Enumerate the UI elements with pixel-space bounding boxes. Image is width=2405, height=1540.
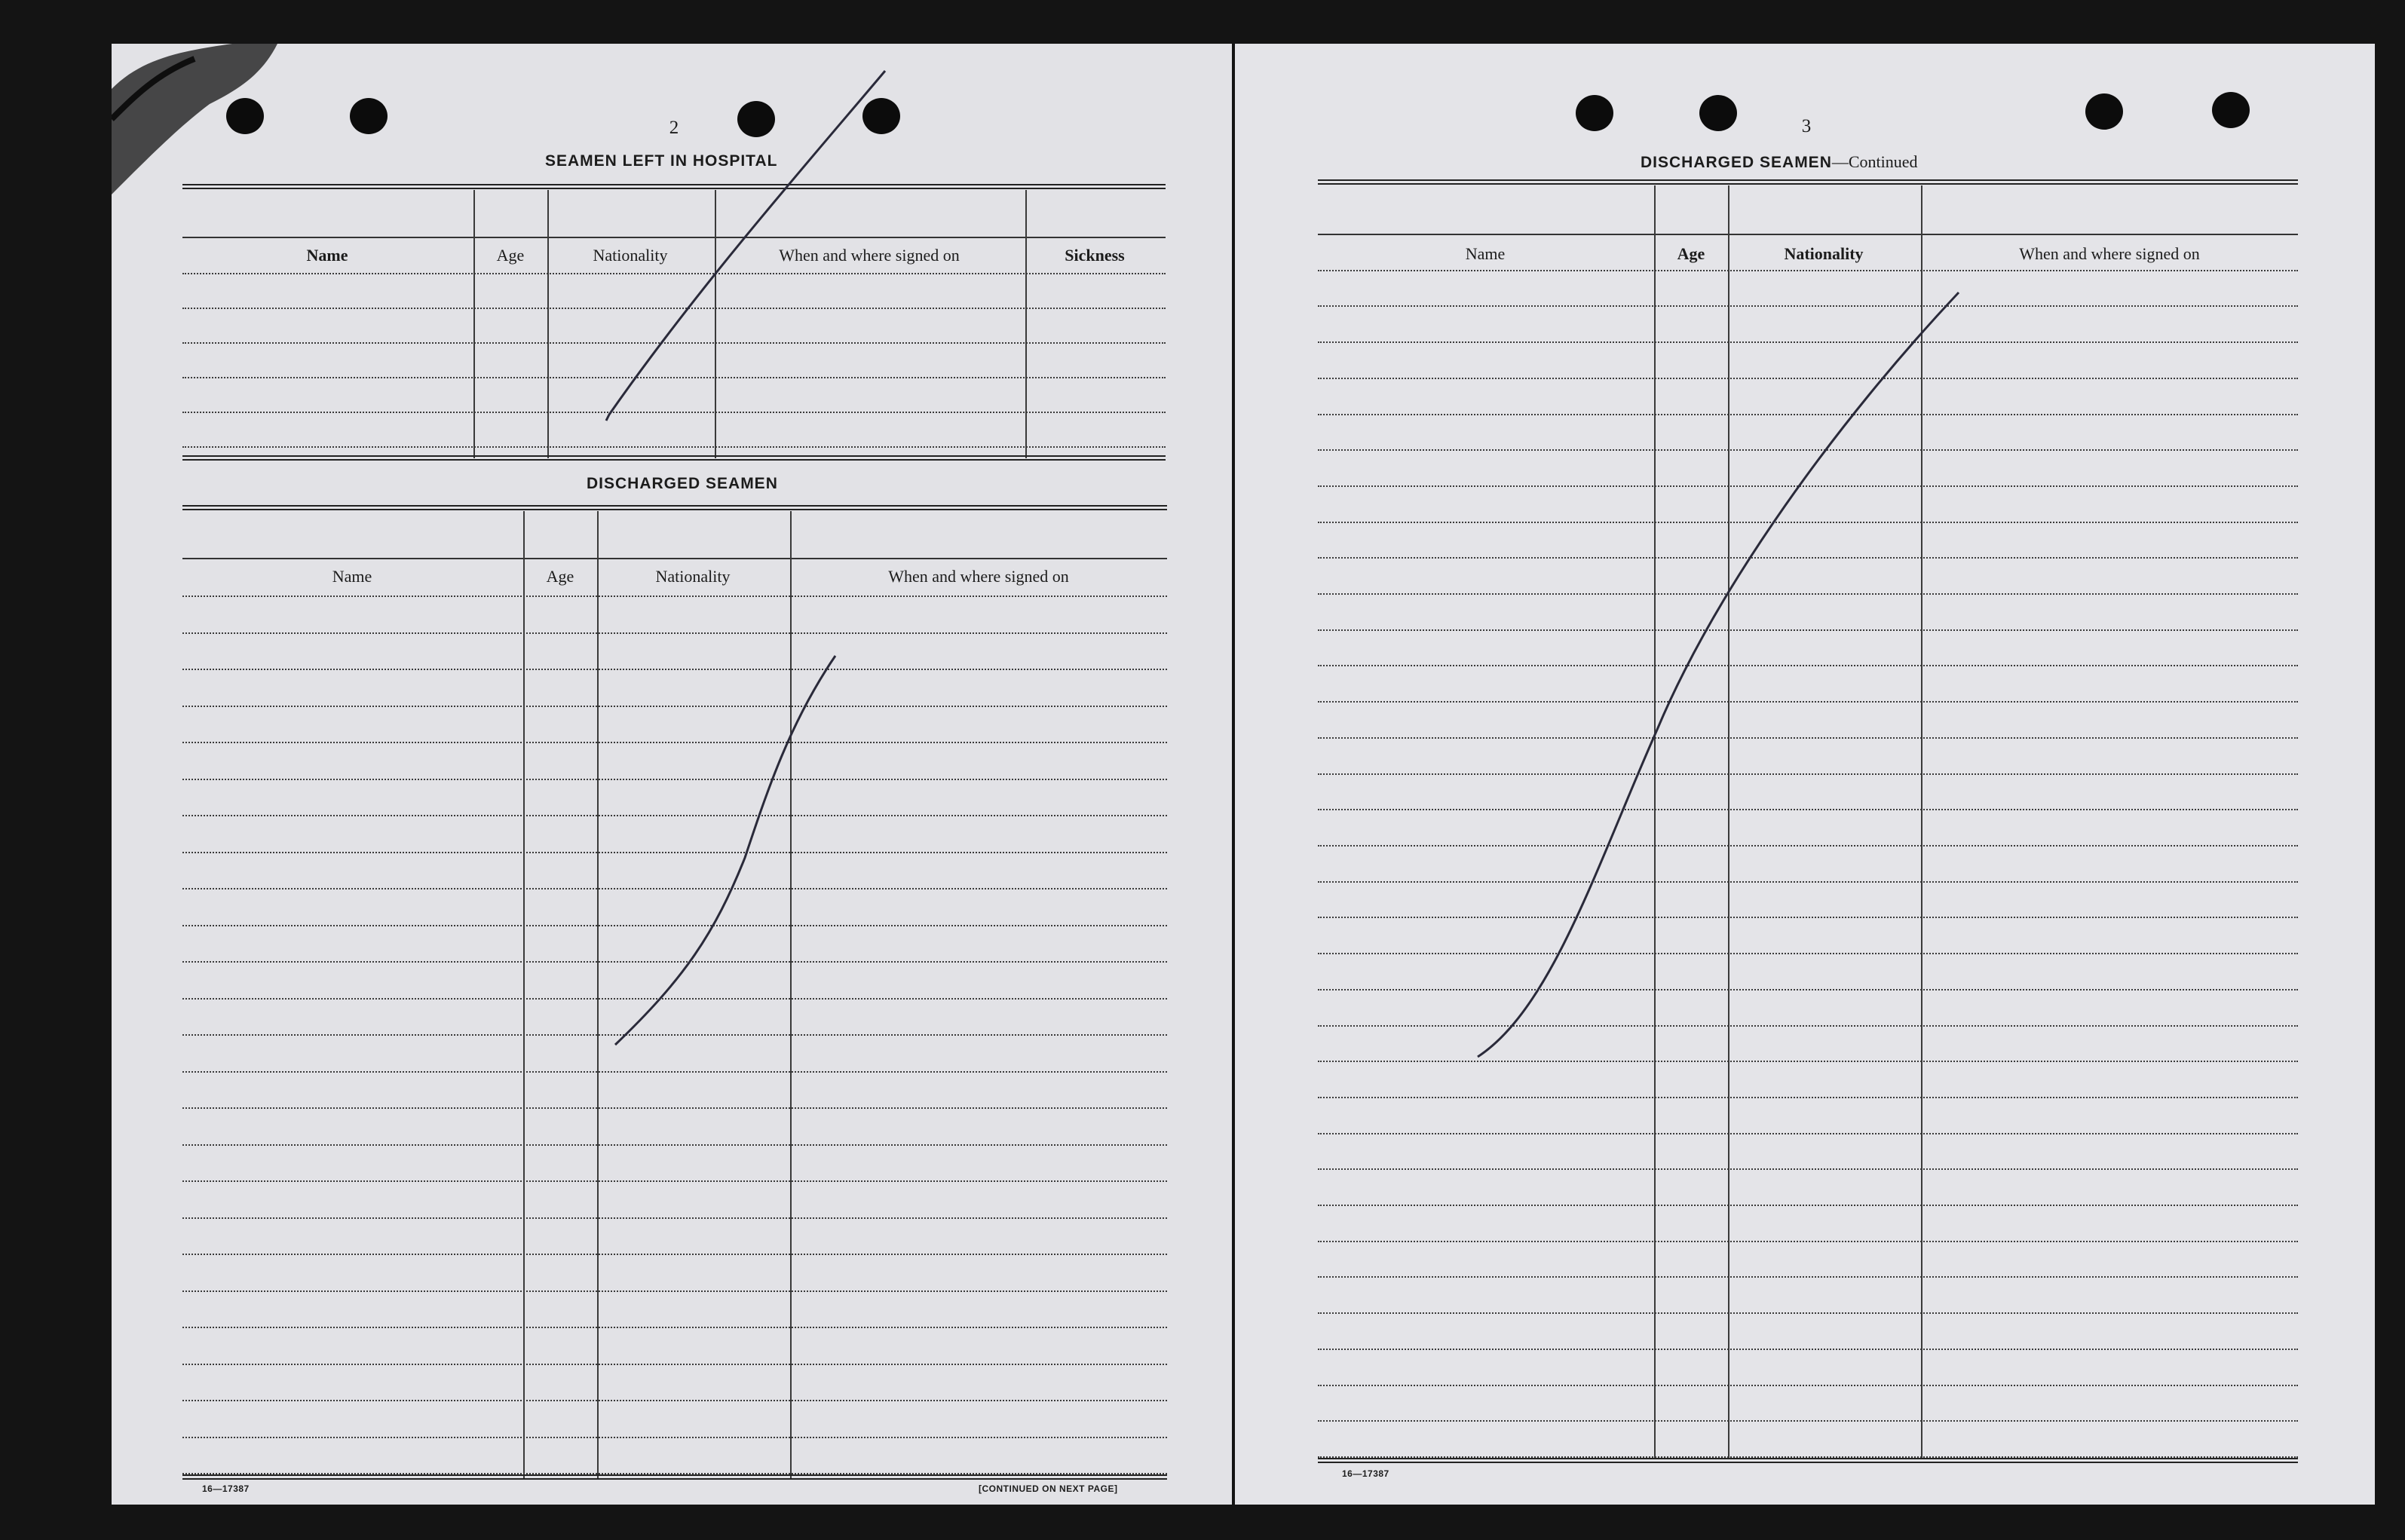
table-row xyxy=(182,998,1167,1000)
punch-hole xyxy=(350,98,388,134)
col-header-age: Age xyxy=(546,567,574,586)
table-bottom-rule xyxy=(182,1474,1167,1480)
table-row xyxy=(182,412,1166,413)
table-row xyxy=(182,1144,1167,1146)
table-row xyxy=(182,1107,1167,1109)
col-header-when-where: When and where signed on xyxy=(888,567,1069,586)
table-row xyxy=(1318,270,2298,271)
table-bottom-rule xyxy=(1318,1458,2298,1463)
table-row xyxy=(1318,341,2298,343)
table-row xyxy=(182,1034,1167,1036)
section-title-suffix: —Continued xyxy=(1831,152,1918,171)
table-row xyxy=(1318,1025,2298,1027)
table-row xyxy=(182,1071,1167,1073)
header-bottom-rule xyxy=(1318,234,2298,235)
table-row xyxy=(182,888,1167,889)
table-row xyxy=(1318,305,2298,307)
table-row xyxy=(182,925,1167,926)
right-page xyxy=(1235,44,2375,1505)
column-divider xyxy=(547,190,549,458)
table-row xyxy=(1318,557,2298,559)
table-row xyxy=(1318,485,2298,487)
table-row xyxy=(182,779,1167,780)
col-header-name: Name xyxy=(332,567,372,586)
table-row xyxy=(1318,953,2298,954)
page-number: 3 xyxy=(1801,116,1812,136)
form-code: 16—17387 xyxy=(1342,1468,1389,1479)
punch-hole xyxy=(737,101,775,137)
column-divider xyxy=(1654,185,1656,1459)
table-row xyxy=(1318,989,2298,990)
table-row xyxy=(1318,737,2298,739)
table-row xyxy=(1318,701,2298,703)
left-page xyxy=(112,44,1232,1505)
table-row xyxy=(1318,809,2298,810)
col-header-when-where: When and where signed on xyxy=(2019,244,2200,263)
table-row xyxy=(1318,1097,2298,1098)
table-row xyxy=(182,1327,1167,1328)
discharged-continued-table xyxy=(1318,179,2298,1464)
table-row xyxy=(182,446,1166,448)
col-header-sickness: Sickness xyxy=(1065,246,1125,265)
table-row xyxy=(1318,1385,2298,1386)
table-row xyxy=(1318,665,2298,666)
table-row xyxy=(182,1437,1167,1438)
table-row xyxy=(182,1400,1167,1401)
table-row xyxy=(182,1290,1167,1292)
section-title-discharged-continued xyxy=(1641,152,1918,172)
col-header-age: Age xyxy=(496,246,525,265)
col-header-age: Age xyxy=(1677,244,1705,263)
table-row xyxy=(182,961,1167,963)
table-row xyxy=(1318,1420,2298,1422)
table-row xyxy=(182,815,1167,816)
punch-hole xyxy=(226,98,264,134)
header-bottom-rule xyxy=(182,558,1167,559)
section-title-discharged: DISCHARGED SEAMEN xyxy=(587,475,778,492)
table-row xyxy=(182,669,1167,670)
table-top-rule xyxy=(1318,179,2298,185)
column-divider xyxy=(523,511,525,1479)
discharged-table xyxy=(182,505,1167,1485)
table-row xyxy=(1318,881,2298,883)
col-header-when-where: When and where signed on xyxy=(779,246,960,265)
table-row xyxy=(1318,1349,2298,1350)
column-divider xyxy=(597,511,599,1479)
section-title-hospital: SEAMEN LEFT IN HOSPITAL xyxy=(545,152,778,170)
punch-hole xyxy=(862,98,900,134)
column-divider xyxy=(715,190,716,458)
table-row xyxy=(1318,917,2298,918)
table-row xyxy=(182,632,1167,634)
header-bottom-rule xyxy=(182,237,1166,238)
table-row xyxy=(1318,1276,2298,1278)
table-row xyxy=(1318,845,2298,847)
table-top-rule xyxy=(182,505,1167,510)
col-header-nationality: Nationality xyxy=(593,246,668,265)
punch-hole xyxy=(2212,92,2250,128)
column-divider xyxy=(1921,185,1922,1459)
table-row xyxy=(1318,1312,2298,1314)
table-row xyxy=(182,706,1167,707)
table-row xyxy=(1318,449,2298,451)
hospital-table xyxy=(182,184,1166,501)
col-header-nationality: Nationality xyxy=(1784,244,1864,263)
table-row xyxy=(1318,1133,2298,1134)
table-row xyxy=(1318,593,2298,595)
column-divider xyxy=(1025,190,1027,458)
punch-hole xyxy=(1699,95,1737,131)
col-header-name: Name xyxy=(306,246,348,265)
col-header-name: Name xyxy=(1465,244,1506,263)
table-row xyxy=(182,308,1166,309)
table-row xyxy=(1318,629,2298,631)
table-row xyxy=(1318,1241,2298,1242)
table-row xyxy=(182,342,1166,344)
table-row xyxy=(1318,1168,2298,1170)
table-row xyxy=(182,1364,1167,1365)
table-top-rule xyxy=(182,184,1166,189)
table-row xyxy=(1318,378,2298,379)
table-row xyxy=(182,377,1166,378)
table-row xyxy=(1318,522,2298,523)
column-divider xyxy=(790,511,792,1479)
table-row xyxy=(182,1217,1167,1219)
table-row xyxy=(1318,1205,2298,1206)
table-row xyxy=(1318,773,2298,775)
table-row xyxy=(1318,1061,2298,1062)
column-divider xyxy=(473,190,475,458)
table-row xyxy=(182,742,1167,743)
table-row xyxy=(182,595,1167,597)
section-title-text: DISCHARGED SEAMEN xyxy=(1641,154,1832,171)
col-header-nationality: Nationality xyxy=(655,567,731,586)
table-bottom-rule xyxy=(182,455,1166,461)
form-code: 16—17387 xyxy=(202,1483,250,1494)
column-divider xyxy=(1728,185,1729,1459)
continued-note: [CONTINUED ON NEXT PAGE] xyxy=(979,1483,1118,1494)
table-row xyxy=(182,1180,1167,1182)
table-row xyxy=(182,273,1166,274)
table-row xyxy=(182,1254,1167,1255)
page-number: 2 xyxy=(669,118,679,138)
punch-hole xyxy=(1576,95,1613,131)
punch-hole xyxy=(2085,93,2123,130)
table-row xyxy=(1318,414,2298,415)
table-row xyxy=(182,852,1167,853)
